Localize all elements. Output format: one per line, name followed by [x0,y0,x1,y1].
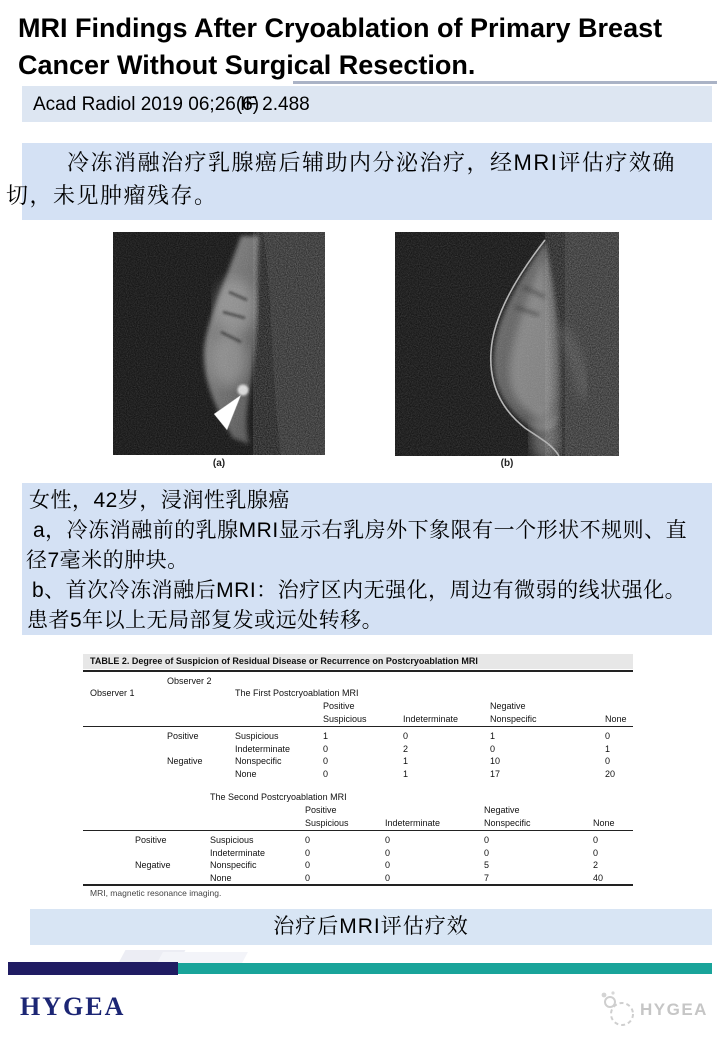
summary-line1: 冷冻消融治疗乳腺癌后辅助内分泌治疗，经MRI评估疗效确 [67,150,676,175]
cell: Positive [167,731,199,741]
cell: 0 [305,847,311,858]
cell: 0 [305,860,311,870]
case-line5: 患者5年以上无局部复发或远处转移。 [27,609,384,632]
s2-col-suspicious: Suspicious [305,818,349,828]
s1-col-none: None [605,714,627,724]
case-text [0,486,714,636]
section1-heading: The First Postcryoablation MRI [235,688,359,698]
cell: 10 [490,756,501,766]
table-row [83,730,633,742]
cell: 2 [403,743,409,754]
cell: Indeterminate [235,743,291,754]
cell: 1 [403,768,409,779]
cell: Negative [167,756,203,766]
cell: 0 [605,756,611,766]
cell: 0 [305,835,311,845]
hygea-watermark-text: HYGEA [640,1000,708,1019]
cell: 40 [593,872,604,883]
s2-col-none: None [593,818,615,828]
s1-group-positive: Positive [323,701,355,711]
table-rule-s2 [83,830,633,831]
cell: 0 [484,847,490,858]
s2-group-positive: Positive [305,805,337,815]
table-rule-bottom [83,884,633,886]
observer1-label: Observer 1 [90,688,135,698]
cell: 1 [605,743,611,754]
figure-label-a: (a) [212,458,226,469]
footer-bar-teal [178,963,712,974]
impact-factor: IF 2.488 [240,94,310,115]
observer2-label: Observer 2 [167,676,212,686]
cell: 7 [484,872,490,883]
hygea-emblem-icon [598,990,638,1032]
cell: 1 [403,756,409,766]
table-rule-top [83,670,633,672]
cell: 0 [484,835,490,845]
table-row [83,872,633,884]
table-2 [83,654,633,904]
s2-col-indeterminate: Indeterminate [385,818,441,828]
cell: 0 [403,731,409,741]
cell: 1 [490,731,496,741]
cell: 0 [593,835,599,845]
cell: 1 [323,731,329,741]
cell: 0 [385,835,391,845]
table-row [83,743,633,755]
table-row [83,755,633,767]
cell: Nonspecific [235,756,282,766]
cell: Indeterminate [210,847,266,858]
mri-image-a [113,232,325,455]
table-title: TABLE 2. Degree of Suspicion of Residual Disease or Recurrence on Postcryoablation MRI [83,654,633,669]
footer-bar-navy [8,962,178,975]
hygea-logo-text: HYGEA [20,992,126,1021]
table-row [83,859,633,871]
case-line2: a，冷冻消融前的乳腺MRI显示右乳房外下象限有一个形状不规则、直 [33,519,688,542]
cell: 20 [605,768,616,779]
cell: 17 [490,768,501,779]
cell: 0 [593,847,599,858]
cell: 0 [323,756,329,766]
decorative-line [293,81,717,84]
table-rule-s1 [83,726,633,727]
cell: 0 [490,743,496,754]
cell: 0 [385,847,391,858]
cell: 0 [323,768,329,779]
mri-image-b [395,232,619,456]
hygea-watermark [598,990,718,1032]
cell: None [210,872,232,883]
s1-group-negative: Negative [490,701,526,711]
table-footnote: MRI, magnetic resonance imaging. [90,888,222,898]
section2-heading: The Second Postcryoablation MRI [210,792,347,802]
cell: 0 [323,743,329,754]
cell: Suspicious [235,731,279,741]
bottom-caption-band: 治疗后MRI评估疗效 [30,909,712,945]
figure-label-b: (b) [500,458,514,469]
cell: Suspicious [210,835,254,845]
s1-col-suspicious: Suspicious [323,714,367,724]
s1-col-indeterminate: Indeterminate [403,714,459,724]
cell: 5 [484,860,490,870]
case-line1: 女性，42岁，浸润性乳腺癌 [29,489,290,512]
case-line3: 径7毫米的肿块。 [26,549,189,572]
cell: Positive [135,835,167,845]
page-title-line1: MRI Findings After Cryoablation of Primary Breast [18,13,663,43]
summary-line2: 切，未见肿瘤残存。 [6,183,218,208]
page-title [18,10,713,84]
cell: 0 [605,731,611,741]
cell: 0 [305,872,311,883]
s2-col-nonspecific: Nonspecific [484,818,531,828]
table-row [83,768,633,780]
s1-col-nonspecific: Nonspecific [490,714,537,724]
citation-bar [22,86,712,122]
cell: Nonspecific [210,860,257,870]
s2-group-negative: Negative [484,805,520,815]
case-line4: b、首次冷冻消融后MRI：治疗区内无强化，周边有微弱的线状强化。 [32,579,687,602]
summary-text [6,146,712,212]
cell: None [235,768,257,779]
journal-citation: Acad Radiol 2019 06;26(6) [33,94,260,115]
cell: 2 [593,860,599,870]
cell: 0 [385,860,391,870]
page-title-line2: Cancer Without Surgical Resection. [18,50,476,80]
table-row [83,847,633,859]
cell: 0 [385,872,391,883]
cell: Negative [135,860,171,870]
table-row [83,834,633,846]
